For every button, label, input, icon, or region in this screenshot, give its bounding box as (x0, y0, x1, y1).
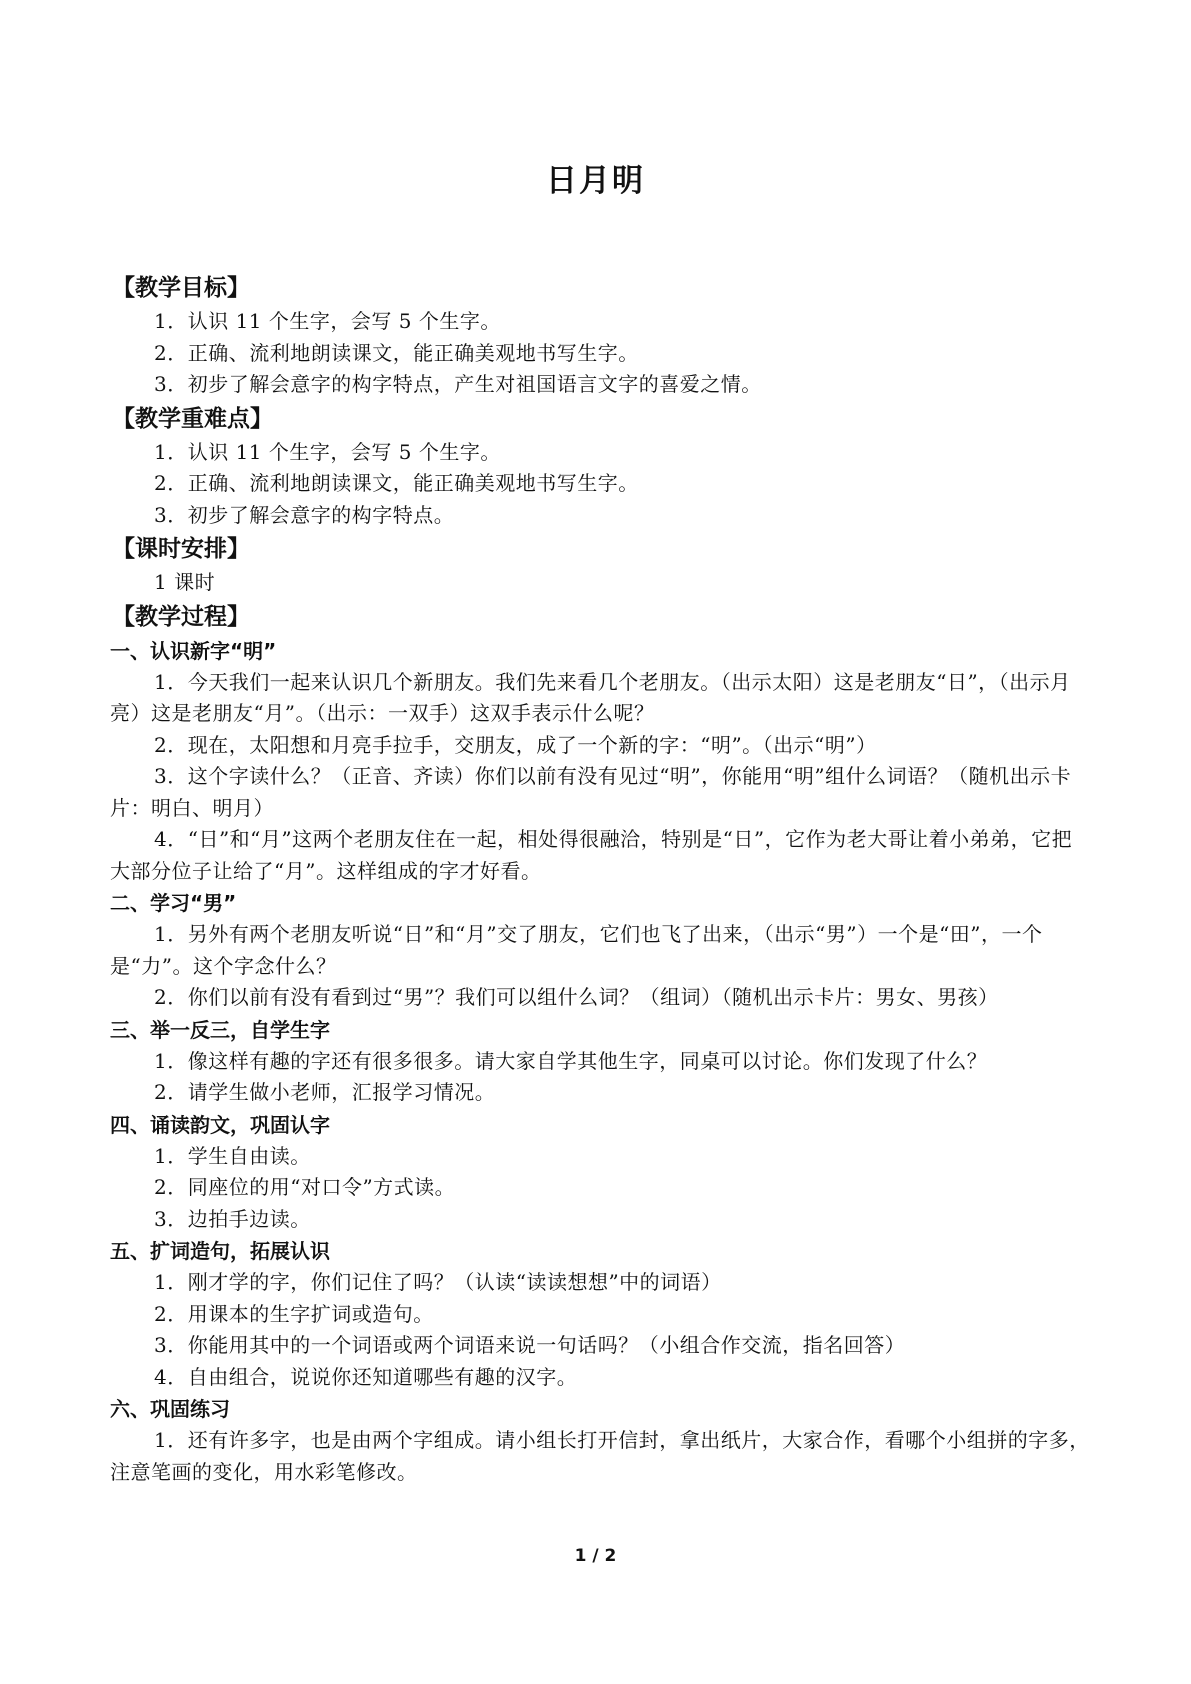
step-item: 4．自由组合，说说你还知道哪些有趣的汉字。 (154, 1364, 578, 1389)
schedule-heading: 【课时安排】 (112, 536, 250, 562)
step-item: 1．另外有两个老朋友听说“日”和“月”交了朋友，它们也飞了出来，（出示“男”）一个是“田”，一个是“力”。这个字念什么？ (110, 922, 1043, 978)
step-item: 1．还有许多字，也是由两个字组成。请小组长打开信封，拿出纸片，大家合作，看哪个小组拼的字多，注意笔画的变化，用水彩笔修改。 (110, 1428, 1090, 1484)
step-item: 1．学生自由读。 (154, 1143, 311, 1168)
page-title: 日月明 (546, 163, 645, 199)
goal-item: 1．认识 11 个生字，会写 5 个生字。 (154, 309, 501, 333)
key-point-item: 3．初步了解会意字的构字特点。 (154, 502, 455, 527)
step-item: 1．今天我们一起来认识几个新朋友。我们先来看几个老朋友。（出示太阳）这是老朋友“日”，（出示月亮）这是老朋友“月”。（出示：一双手）这双手表示什么呢？ (110, 669, 1071, 725)
step-title: 五、扩词造句，拓展认识 (110, 1239, 330, 1263)
step-item: 1．刚才学的字，你们记住了吗？（认读“读读想想”中的词语） (154, 1270, 722, 1294)
step-item: 2．你们以前有没有看到过“男”？我们可以组什么词？（组词）（随机出示卡片：男女、男孩） (154, 985, 999, 1009)
step-item: 2．请学生做小老师，汇报学习情况。 (154, 1080, 496, 1104)
step-item: 2．现在，太阳想和月亮手拉手，交朋友，成了一个新的字：“明”。（出示“明”） (154, 732, 877, 757)
goal-item: 3．初步了解会意字的构字特点，产生对祖国语言文字的喜爱之情。 (154, 372, 762, 396)
document-body (110, 270, 1090, 1488)
step-item: 2．同座位的用“对口令”方式读。 (154, 1175, 456, 1199)
step-item: 3．你能用其中的一个词语或两个词语来说一句话吗？（小组合作交流，指名回答） (154, 1333, 906, 1357)
key-points-heading: 【教学重难点】 (112, 405, 273, 432)
process-heading: 【教学过程】 (112, 603, 250, 630)
key-point-item: 1．认识 11 个生字，会写 5 个生字。 (154, 439, 501, 464)
schedule-text: 1 课时 (154, 570, 216, 594)
step-item: 3．边拍手边读。 (154, 1206, 311, 1231)
step-item: 4．“日”和“月”这两个老朋友住在一起，相处得很融洽，特别是“日”，它作为老大哥让着小弟弟，它把大部分位子让给了“月”。这样组成的字才好看。 (110, 827, 1073, 883)
step-item: 1．像这样有趣的字还有很多很多。请大家自学其他生字，同桌可以讨论。你们发现了什么？ (154, 1048, 988, 1073)
step-title: 三、举一反三，自学生字 (110, 1017, 330, 1042)
key-point-item: 2．正确、流利地朗读课文，能正确美观地书写生字。 (154, 471, 639, 495)
goal-item: 2．正确、流利地朗读课文，能正确美观地书写生字。 (154, 340, 639, 365)
step-title: 二、学习“男” (110, 891, 237, 915)
goals-heading: 【教学目标】 (112, 275, 250, 301)
step-title: 六、巩固练习 (110, 1397, 230, 1421)
step-title: 一、认识新字“明” (110, 638, 277, 663)
step-title: 四、诵读韵文，巩固认字 (110, 1112, 330, 1137)
step-item: 2．用课本的生字扩词或造句。 (154, 1301, 434, 1326)
step-item: 3．这个字读什么？（正音、齐读）你们以前有没有见过“明”，你能用“明”组什么词语？（随机出示卡片：明白、明月） (110, 764, 1072, 820)
page-number: 1 / 2 (574, 1546, 617, 1566)
